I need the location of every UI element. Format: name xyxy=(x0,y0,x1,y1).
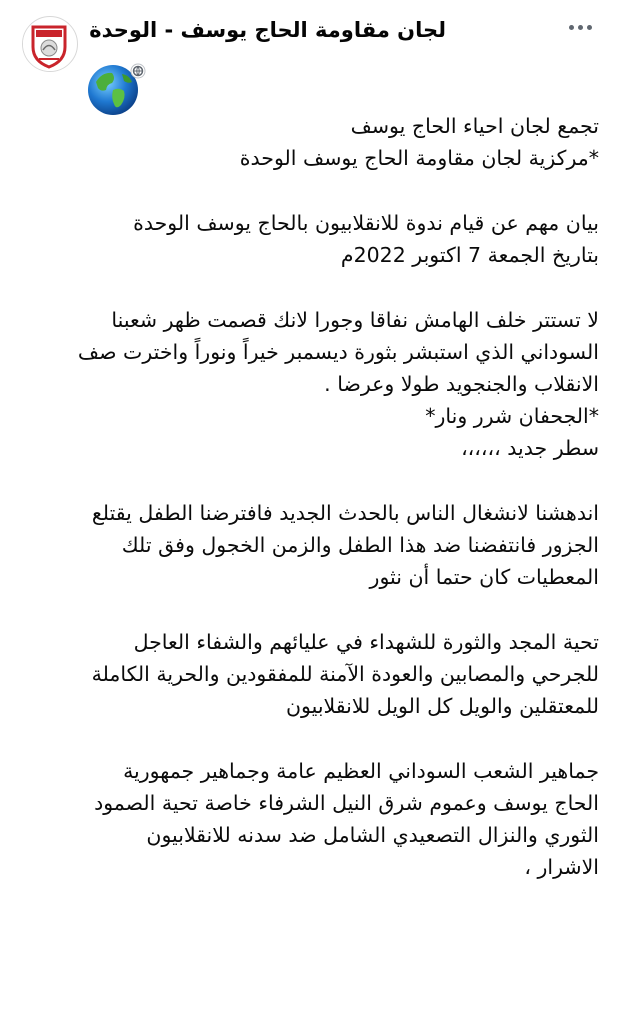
more-options-icon-dot xyxy=(578,25,583,30)
more-options-button[interactable] xyxy=(560,12,600,42)
post-line: لا تستتر خلف الهامش نفاقا وجورا لانك قصمت ظهر شعبنا xyxy=(111,308,599,332)
post-line: تحية المجد والثورة للشهداء في عليائهم والشفاء العاجل xyxy=(133,630,599,654)
post-line: للمعتقلين والويل كل الويل للانقلابيون xyxy=(285,694,599,718)
post-line: السوداني الذي استبشر بثورة ديسمبر خيراً ونوراً واخترت صف xyxy=(77,340,599,364)
paragraph-gap xyxy=(24,593,599,626)
page-name-link[interactable]: لجان مقاومة الحاج يوسف - الوحدة xyxy=(89,18,446,42)
post-line: الاشرار ، xyxy=(524,855,599,879)
post-line: سطر جديد ،،،،،، xyxy=(461,436,599,460)
post-line: بتاريخ الجمعة 7 اكتوبر 2022م xyxy=(340,243,599,267)
paragraph-gap xyxy=(24,722,599,755)
more-options-icon-dot xyxy=(569,25,574,30)
post-line: اندهشنا لانشغال الناس بالحدث الجديد فافترضنا الطفل يقتلع xyxy=(91,501,599,525)
post-line: المعطيات كان حتما أن نثور xyxy=(369,565,599,589)
paragraph-gap xyxy=(24,174,599,207)
paragraph-gap xyxy=(24,464,599,497)
post-line: الجزور فانتفضنا ضد هذا الطفل والزمن الخجول وفق تلك xyxy=(121,533,599,557)
post-line: *الجحفان شرر ونار* xyxy=(425,404,599,428)
avatar[interactable] xyxy=(22,16,78,72)
more-options-icon-dot xyxy=(587,25,592,30)
paragraph-gap xyxy=(24,271,599,304)
post-line: تجمع لجان احياء الحاج يوسف xyxy=(350,114,599,138)
post-line: الثوري والنزال التصعيدي الشامل ضد سدنه للانقلابيون xyxy=(146,823,599,847)
post-line: *مركزية لجان مقاومة الحاج يوسف الوحدة xyxy=(239,146,599,170)
post-line: جماهير الشعب السوداني العظيم عامة وجماهير جمهورية xyxy=(123,759,599,783)
post-line: الحاج يوسف وعموم شرق النيل الشرفاء خاصة تحية الصمود xyxy=(94,791,599,815)
post-text xyxy=(24,110,599,883)
resistance-committee-logo-icon xyxy=(22,17,77,72)
post-line: بيان مهم عن قيام ندوة للانقلابيون بالحاج يوسف الوحدة xyxy=(133,211,599,235)
post-line: الانقلاب والجنجويد طولا وعرضا . xyxy=(324,372,599,396)
post-line: للجرحي والمصابين والعودة الآمنة للمفقودين والحرية الكاملة xyxy=(91,662,599,686)
